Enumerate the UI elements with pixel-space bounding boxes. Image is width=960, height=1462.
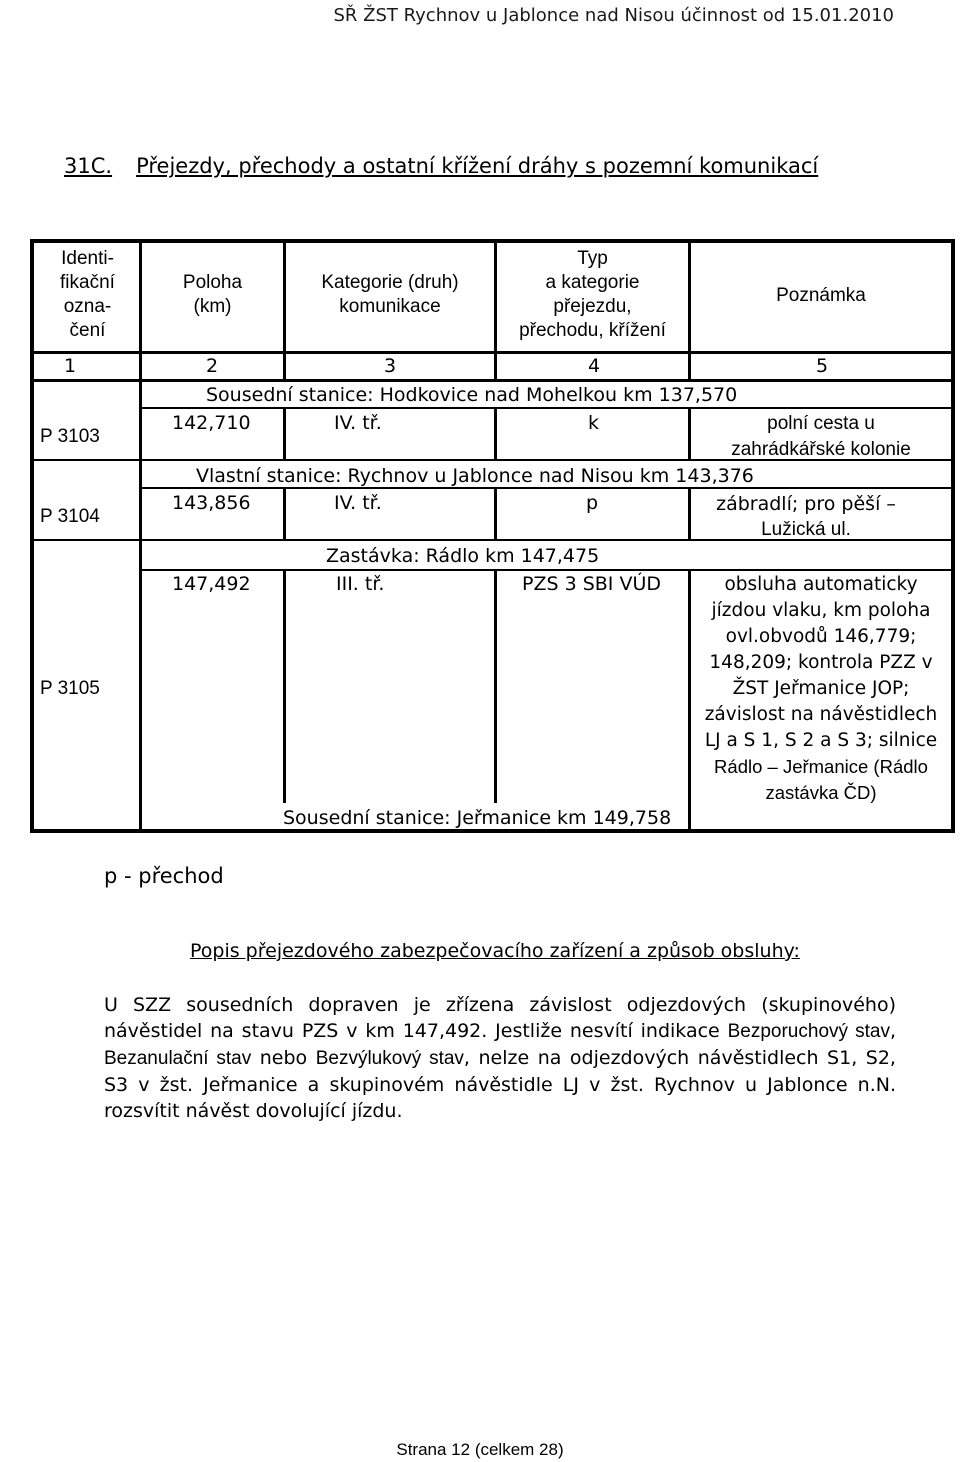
section-title [64,154,818,178]
station-row: Zastávka: Rádlo km 147,475 [326,545,600,567]
header-note: Poznámka [776,285,866,306]
crossing-type: k [588,412,600,434]
col-number: 3 [384,355,397,377]
crossing-km: 147,492 [172,573,251,595]
crossing-category: IV. tř. [334,492,382,514]
station-row: Vlastní stanice: Rychnov u Jablonce nad Nisou km 143,376 [196,465,754,487]
crossing-id: P 3105 [40,678,100,699]
legend: p - přechod [104,864,224,888]
popis-title: Popis přejezdového zabezpečovacího zařízení a způsob obsluhy: [190,940,800,962]
col-number: 1 [63,355,77,377]
crossing-note: zábradlí; pro pěší – Lužická ul. [716,493,896,540]
section-number: 31C. [64,154,113,178]
crossing-id: P 3103 [40,426,100,447]
header-category: Kategorie (druh) komunikace [321,272,459,317]
popis-text: U SZZ sousedních dopraven je zřízena závislost odjezdových (skupinového) návěstidel na stavu PZS v km 147,492. Jestliže nesvítí indikace Bezporuchový stav, Bezanulační stav nebo Bezvýlukový stav, nelze na odjezdových návěstidlech S1, S2, S3 v žst. Jeřmanice a skupinovém návěstidle LJ v žst. Rychnov u Jablonce n.N. rozsvítit návěst dovolující jízdu. [104,994,897,1122]
station-row: Sousední stanice: Hodkovice nad Mohelkou km 137,570 [206,384,738,406]
header-type: Typ a kategorie přejezdu, přechodu, křížení [519,248,666,341]
page-footer: Strana 12 (celkem 28) [396,1440,564,1459]
crossing-category: IV. tř. [334,412,382,434]
col-number: 5 [816,355,829,377]
crossing-type: p [586,492,599,514]
crossing-id: P 3104 [40,506,100,527]
station-row: Sousední stanice: Jeřmanice km 149,758 [283,807,672,829]
crossing-type: PZS 3 SBI VÚD [522,573,661,595]
crossing-km: 143,856 [172,492,251,514]
crossing-note: polní cesta u zahrádkářské kolonie [731,413,911,460]
header-id: Identi- fikační ozna- čení [60,248,115,341]
page-header: SŘ ŽST Rychnov u Jablonce nad Nisou účinnost od 15.01.2010 [333,5,894,26]
crossing-category: III. tř. [336,573,385,595]
header-position: Poloha (km) [182,272,243,317]
crossing-note: obsluha automaticky jízdou vlaku, km poloha ovl.obvodů 146,779; 148,209; kontrola PZZ v ŽST Jeřmanice JOP; závislost na návěstidlech LJ a S 1, S 2 a S 3; silnice Rádlo – Jeřmanice (Rádlo zastávka ČD) [704,574,938,803]
crossings-table [30,239,955,833]
col-number: 2 [206,355,219,377]
col-number: 4 [588,355,601,377]
section-title-text: Přejezdy, přechody a ostatní křížení dráhy s pozemní komunikací [136,154,819,178]
crossing-km: 142,710 [172,412,251,434]
